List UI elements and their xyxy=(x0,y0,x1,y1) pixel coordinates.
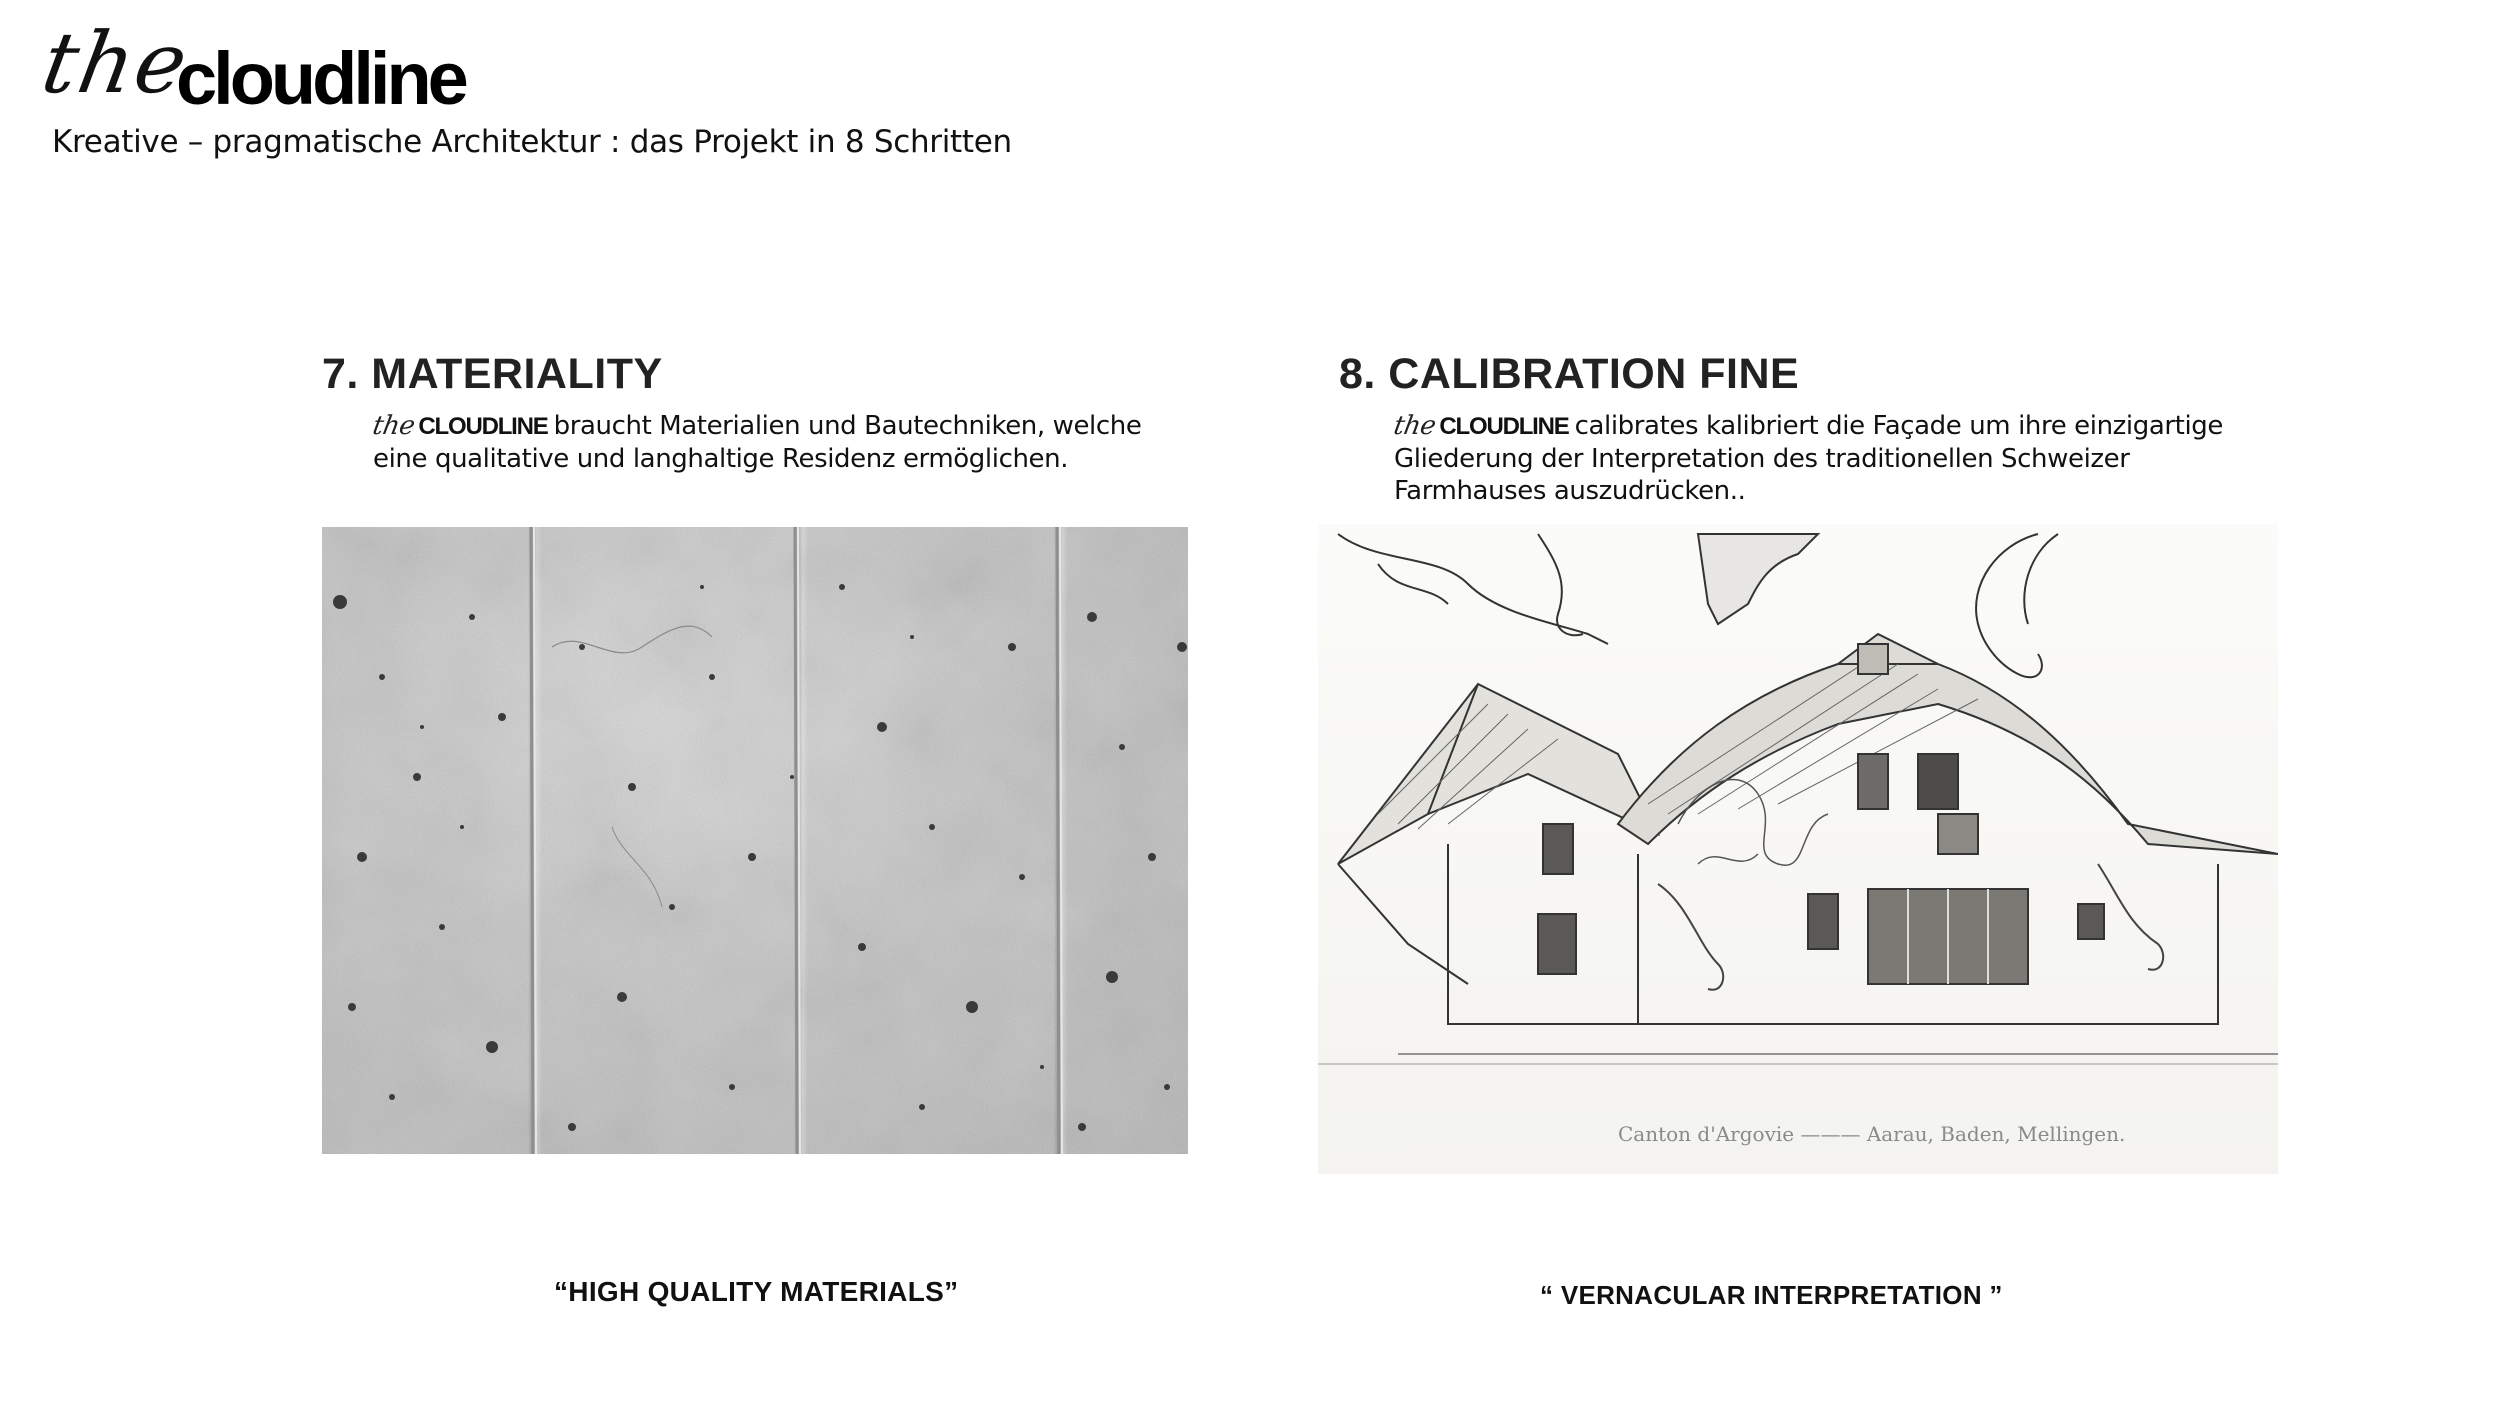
body-line-2: Gliederung der Interpretation des traditionellen Schweizer xyxy=(1394,444,2130,474)
brand-script: the xyxy=(370,411,418,441)
body-line-3: Farmhauses auszudrücken.. xyxy=(1394,476,1746,506)
logo-script-the: the xyxy=(35,14,197,112)
farmhouse-illustration xyxy=(1318,524,2278,1174)
logo-wordmark: cloudline xyxy=(176,37,465,120)
body-line-1-text: calibrates kalibriert die Façade um ihre einzigartige xyxy=(1574,411,2223,441)
caption-vernacular-interpretation: “ VERNACULAR INTERPRETATION ” xyxy=(1540,1280,2003,1310)
body-line-1 xyxy=(1391,410,2223,443)
body-line-2: eine qualitative und langhaltige Residenz ermöglichen. xyxy=(373,444,1069,474)
brand-word: CLOUDLINE xyxy=(1439,413,1569,440)
section-title-materiality: 7. MATERIALITY xyxy=(322,350,663,398)
section-body-calibration xyxy=(1391,410,2223,507)
farmhouse-engraving-image xyxy=(1318,524,2278,1174)
body-line-1-text: braucht Materialien und Bautechniken, welche xyxy=(553,411,1142,441)
brand-script: the xyxy=(1391,411,1439,441)
concrete-texture-image xyxy=(322,527,1188,1154)
concrete-texture-graphic xyxy=(322,527,1188,1154)
section-title-calibration: 8. CALIBRATION FINE xyxy=(1339,350,1800,398)
engraving-footer-text: Canton d'Argovie ——— Aarau, Baden, Mellingen. xyxy=(1618,1122,2126,1146)
brand-word: CLOUDLINE xyxy=(418,413,548,440)
caption-high-quality-materials: “HIGH QUALITY MATERIALS” xyxy=(554,1276,959,1307)
page-subtitle: Kreative – pragmatische Architektur : das Projekt in 8 Schritten xyxy=(52,124,1012,160)
body-line-1 xyxy=(370,410,1142,443)
section-body-materiality xyxy=(370,410,1142,475)
